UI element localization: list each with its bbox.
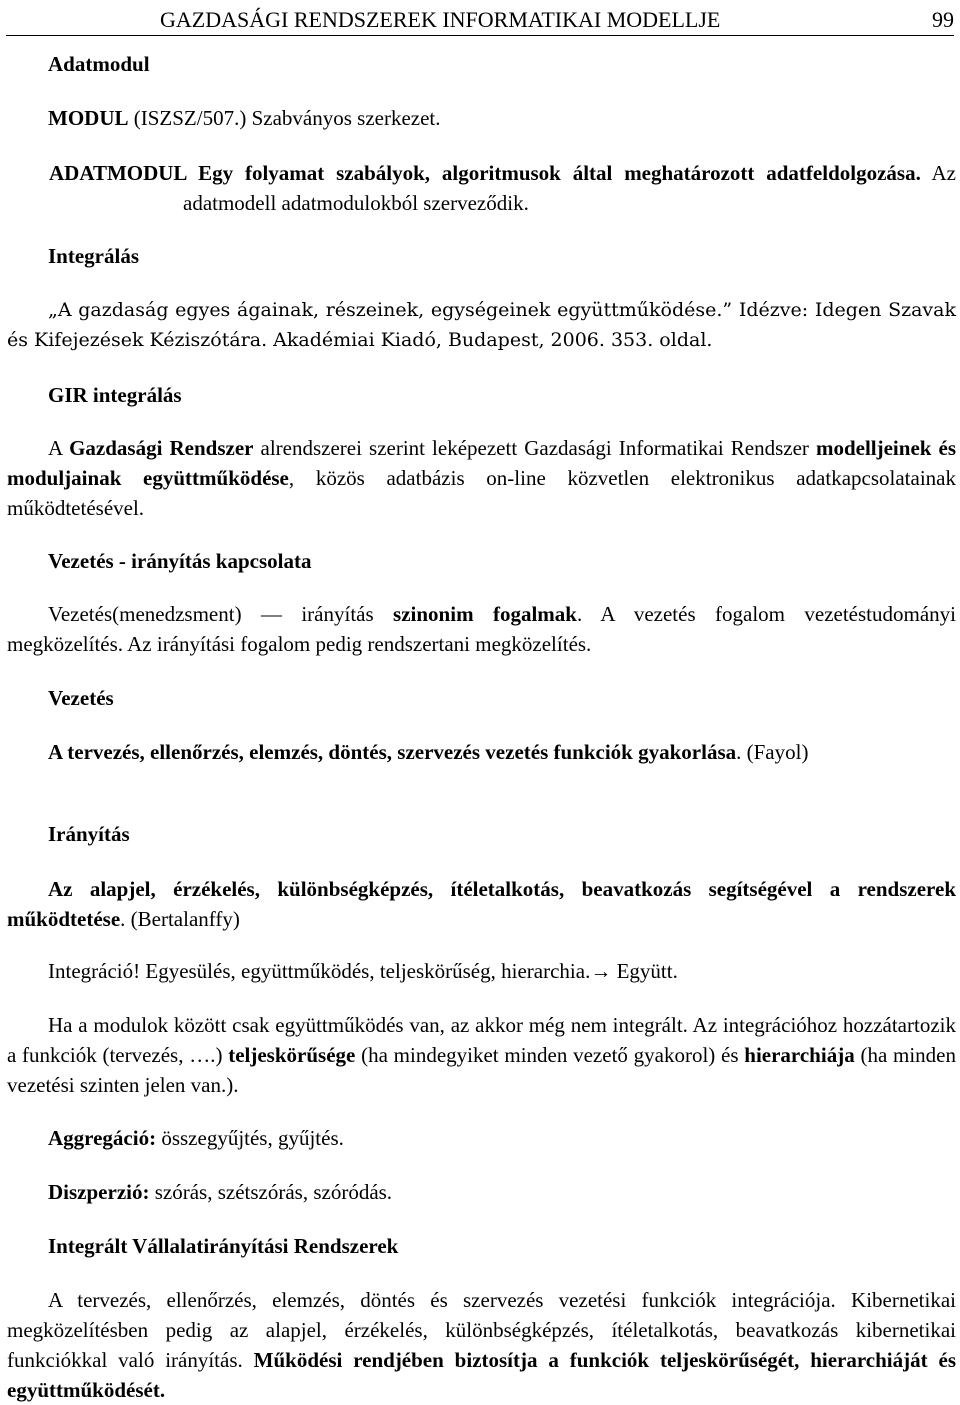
gir-bold-1: Gazdasági Rendszer [69,436,254,460]
diszperzio-term: Diszperzió: [48,1180,150,1204]
modul-def: (ISZSZ/507.) Szabványos szerkezet. [128,106,441,130]
modul-definition [7,103,956,133]
modulok-text-start: Ha a modulok között csak együttműködés van, az akkor még nem integrált. Az integrációhoz hozzátartozik a funkciók (tervezés, ….) [7,1013,956,1067]
gir-paragraph [7,433,956,523]
gir-text-a: A [48,436,70,460]
modul-term: MODUL [48,106,129,130]
heading-vezetes-iranyitas: Vezetés - irányítás kapcsolata [48,549,312,573]
running-title: GAZDASÁGI RENDSZEREK INFORMATIKAI MODELLJE [160,7,721,32]
adatmodul-definition [7,158,956,218]
vezetes-definition [7,737,956,767]
vi-text-end: . A vezetés fogalom vezetéstudományi megközelítés. Az irányítási fogalom pedig rendszertani megközelítés. [7,602,956,656]
aggregacio-def: összegyűjtés, gyűjtés. [156,1126,344,1150]
vi-bold: szinonim fogalmak [393,602,577,626]
ivr-paragraph [7,1285,956,1405]
heading-adatmodul: Adatmodul [48,52,150,76]
modulok-text-mid: (ha mindegyiket minden vezető gyakorol) és [355,1043,745,1067]
modulok-bold-2: hierarchiája [744,1043,855,1067]
vezetes-def-bold: A tervezés, ellenőrzés, elemzés, döntés, szervezés vezetés funkciók gyakorlása [48,740,737,764]
ivr-bold: Működési rendjében biztosítja a funkciók teljeskörűségét, hierarchiáját és együttműködését. [7,1348,956,1402]
vezetes-iranyitas-paragraph [7,599,956,659]
iranyitas-def-bold: Az alapjel, érzékelés, különbségképzés, ítéletalkotás, beavatkozás segítségével a rendszerek működtetése [7,877,956,931]
vezetes-def-end: . (Fayol) [736,740,809,764]
gir-bold-2: modelljeinek és moduljainak együttműködése [7,436,956,490]
modulok-paragraph [7,1010,956,1100]
heading-ivr: Integrált Vállalatirányítási Rendszerek [48,1234,399,1258]
modulok-text-end: (ha minden vezetési szinten jelen van.). [7,1043,956,1097]
iranyitas-definition [7,874,956,934]
modulok-bold-1: teljeskörűsége [228,1043,356,1067]
vi-text-start: Vezetés(menedzsment) — irányítás [48,602,394,626]
integralas-quote: „A gazdaság egyes ágainak, részeinek, egységeinek együttműködése.” Idézve: Idegen Szavak és Kifejezések Kéziszótára. Akadémiai Kiadó, Budapest, 2006. 353. oldal. [7,299,956,351]
adatmodul-term: ADATMODUL [49,161,187,185]
iranyitas-def-end: . (Bertalanffy) [120,907,240,931]
ivr-text: A tervezés, ellenőrzés, elemzés, döntés és szervezés vezetési funkciók integrációja. Kibernetikai megközelítésben pedig az alapjel, érzékelés, különbségképzés, ítéletalkotás, beavatkozás kibernetikai funkciókkal való irányítás. [7,1288,956,1372]
arrow-right-icon: → [590,959,612,983]
adatmodul-def-bold: Egy folyamat szabályok, algoritmusok által meghatározott adatfeldolgozása. [186,161,921,185]
heading-integralas: Integrálás [48,244,139,268]
integracio-text: Integráció! Egyesülés, együttműködés, teljeskörűség, hierarchia. [48,959,591,983]
heading-gir-integralas: GIR integrálás [48,383,182,407]
page-header [6,5,954,36]
diszperzio-line [7,1177,956,1207]
integracio-result: Együtt. [611,959,678,983]
adatmodul-def-rest: Az adatmodell adatmodulokból szerveződik. [183,161,957,215]
gir-text-end: , közös adatbázis on-line közvetlen elektronikus adatkapcsolatainak működtetésével. [7,466,956,520]
aggregacio-term: Aggregáció: [48,1126,157,1150]
diszperzio-def: szórás, szétszórás, szóródás. [149,1180,393,1204]
page-number: 99 [932,7,954,32]
gir-text-mid: alrendszerei szerint leképezett Gazdasági Informatikai Rendszer [253,436,816,460]
aggregacio-line [7,1123,956,1153]
heading-vezetes: Vezetés [48,686,114,710]
heading-iranyitas: Irányítás [48,822,130,846]
integracio-line [7,956,956,986]
